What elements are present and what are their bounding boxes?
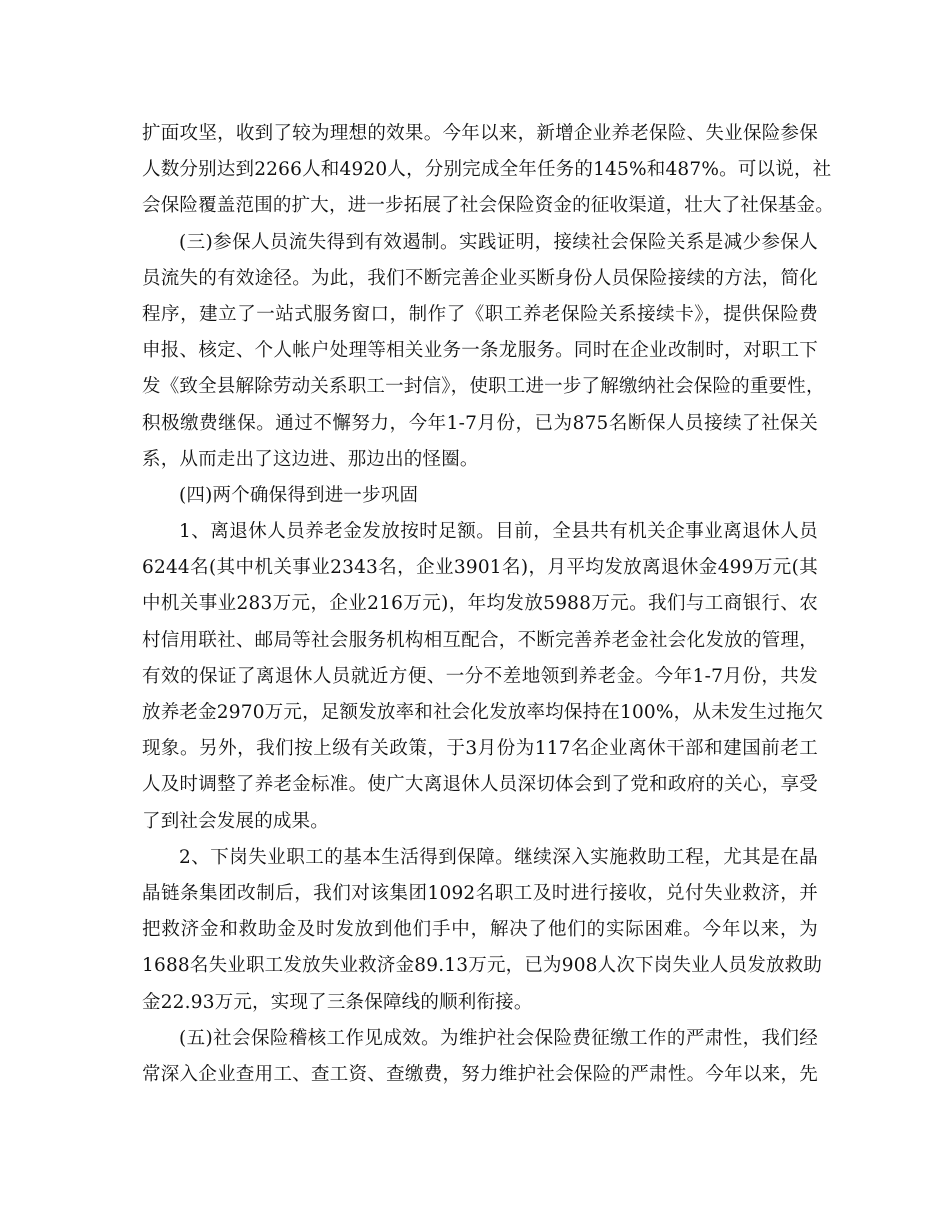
text-line: 现象。另外，我们按上级有关政策，于3月份为117名企业离休干部和建国前老工 (142, 738, 818, 760)
text-line: 常深入企业查用工、查工资、查缴费，努力维护社会保险的严肃性。今年以来，先 (142, 1063, 818, 1085)
text-line: 把救济金和救助金及时发放到他们手中，解决了他们的实际困难。今年以来，为 (142, 919, 818, 941)
text-line: 会保险覆盖范围的扩大，进一步拓展了社会保险资金的征收渠道，壮大了社保基金。 (142, 195, 834, 217)
text-line: 积极缴费继保。通过不懈努力，今年1-7月份，已为875名断保人员接续了社保关 (142, 412, 818, 434)
text-line: 2、下岗失业职工的基本生活得到保障。继续深入实施救助工程，尤其是在晶 (179, 846, 818, 868)
text-line: 中机关事业283万元，企业216万元)，年均发放5988万元。我们与工商银行、农 (142, 593, 818, 615)
text-line: 放养老金2970万元，足额发放率和社会化发放率均保持在100%，从未发生过拖欠 (142, 702, 824, 723)
text-line: 人及时调整了养老金标准。使广大离退休人员深切体会到了党和政府的关心，享受 (142, 774, 818, 796)
text-line: (四)两个确保得到进一步巩固 (179, 484, 419, 506)
text-line: 了到社会发展的成果。 (142, 810, 330, 832)
text-line: 1、离退休人员养老金发放按时足额。目前，全县共有机关企事业离退休人员 (179, 521, 818, 543)
text-line: 6244名(其中机关事业2343名，企业3901名)，月平均发放离退休金499万元(其 (142, 557, 818, 579)
text-line: 程序，建立了一站式服务窗口，制作了《职工养老保险关系接续卡》，提供保险费 (142, 303, 818, 325)
text-line: (三)参保人员流失得到有效遏制。实践证明，接续社会保险关系是减少参保人 (179, 231, 818, 253)
text-line: 发《致全县解除劳动关系职工一封信》，使职工进一步了解缴纳社会保险的重要性， (142, 376, 825, 398)
text-line: 晶链条集团改制后，我们对该集团1092名职工及时进行接收，兑付失业救济，并 (142, 882, 818, 904)
text-line: 员流失的有效途径。为此，我们不断完善企业买断身份人员保险接续的方法，简化 (142, 267, 818, 289)
text-line: 有效的保证了离退休人员就近方便、一分不差地领到养老金。今年1-7月份，共发 (142, 665, 818, 687)
text-line: 1688名失业职工发放失业救济金89.13万元，已为908人次下岗失业人员发放救助 (142, 955, 823, 977)
text-line: 村信用联社、邮局等社会服务机构相互配合，不断完善养老金社会化发放的管理， (142, 629, 818, 651)
text-line: 系，从而走出了这边进、那边出的怪圈。 (142, 448, 479, 470)
text-line: (五)社会保险稽核工作见成效。为维护社会保险费征缴工作的严肃性，我们经 (179, 1027, 818, 1049)
text-line: 金22.93万元，实现了三条保障线的顺利衔接。 (142, 991, 533, 1013)
document-body (142, 116, 834, 1093)
text-line: 人数分别达到2266人和4920人，分别完成全年任务的145%和487%。可以说，社 (142, 159, 832, 181)
text-line: 申报、核定、个人帐户处理等相关业务一条龙服务。同时在企业改制时，对职工下 (142, 340, 818, 362)
text-line: 扩面攻坚，收到了较为理想的效果。今年以来，新增企业养老保险、失业保险参保 (142, 123, 818, 144)
